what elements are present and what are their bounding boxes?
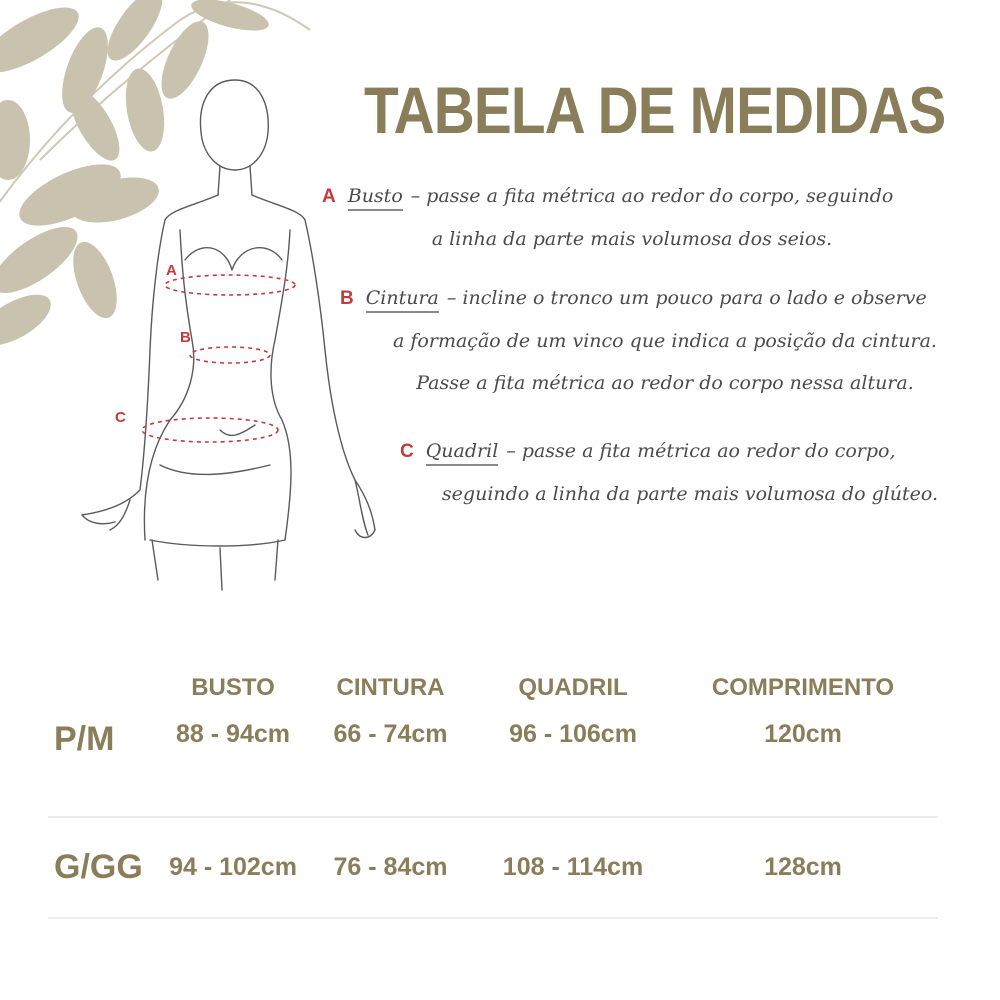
table-row — [48, 716, 938, 817]
instruction-text: – passe a fita métrica ao redor do corpo, seguindo — [410, 185, 894, 207]
comprimento-value: 128cm — [668, 817, 938, 918]
instruction-letter: A — [322, 186, 336, 207]
instruction-term: Busto — [348, 185, 403, 211]
size-label: P/M — [48, 716, 163, 817]
table-header-empty — [48, 660, 163, 716]
table-header-cintura: CINTURA — [336, 674, 445, 701]
table-header-row — [48, 660, 938, 716]
comprimento-value: 120cm — [668, 716, 938, 817]
instruction-text: – incline o tronco um pouco para o lado e observe — [446, 287, 927, 309]
marker-c: C — [115, 409, 126, 426]
instruction-text: a linha da parte mais volumosa dos seios. — [431, 228, 833, 250]
instruction-term: Cintura — [366, 287, 439, 313]
busto-value: 94 - 102cm — [163, 817, 303, 918]
instruction-letter: B — [340, 288, 354, 309]
instruction-text: Passe a fita métrica ao redor do corpo nessa altura. — [416, 372, 914, 394]
table-header-quadril: QUADRIL — [518, 674, 628, 701]
marker-a: A — [166, 262, 177, 279]
size-table — [48, 660, 938, 919]
instruction-text: – passe a fita métrica ao redor do corpo, — [506, 440, 896, 462]
busto-value: 88 - 94cm — [163, 716, 303, 817]
instruction-quadril — [400, 430, 980, 515]
cintura-value: 66 - 74cm — [303, 716, 478, 817]
instruction-text: seguindo a linha da parte mais volumosa do glúteo. — [441, 483, 939, 505]
instruction-busto — [322, 175, 962, 260]
instruction-letter: C — [400, 441, 414, 462]
table-header-busto: BUSTO — [191, 674, 275, 701]
table-row — [48, 817, 938, 918]
page-title: TABELA DE MEDIDAS — [364, 73, 946, 147]
size-label: G/GG — [48, 817, 163, 918]
cintura-value: 76 - 84cm — [303, 817, 478, 918]
instruction-text: a formação de um vinco que indica a posição da cintura. — [393, 330, 937, 352]
table-header-comprimento: COMPRIMENTO — [711, 674, 895, 701]
instruction-term: Quadril — [426, 440, 499, 466]
instruction-cintura — [340, 277, 990, 404]
marker-b: B — [180, 329, 191, 346]
quadril-value: 96 - 106cm — [478, 716, 668, 817]
quadril-value: 108 - 114cm — [478, 817, 668, 918]
